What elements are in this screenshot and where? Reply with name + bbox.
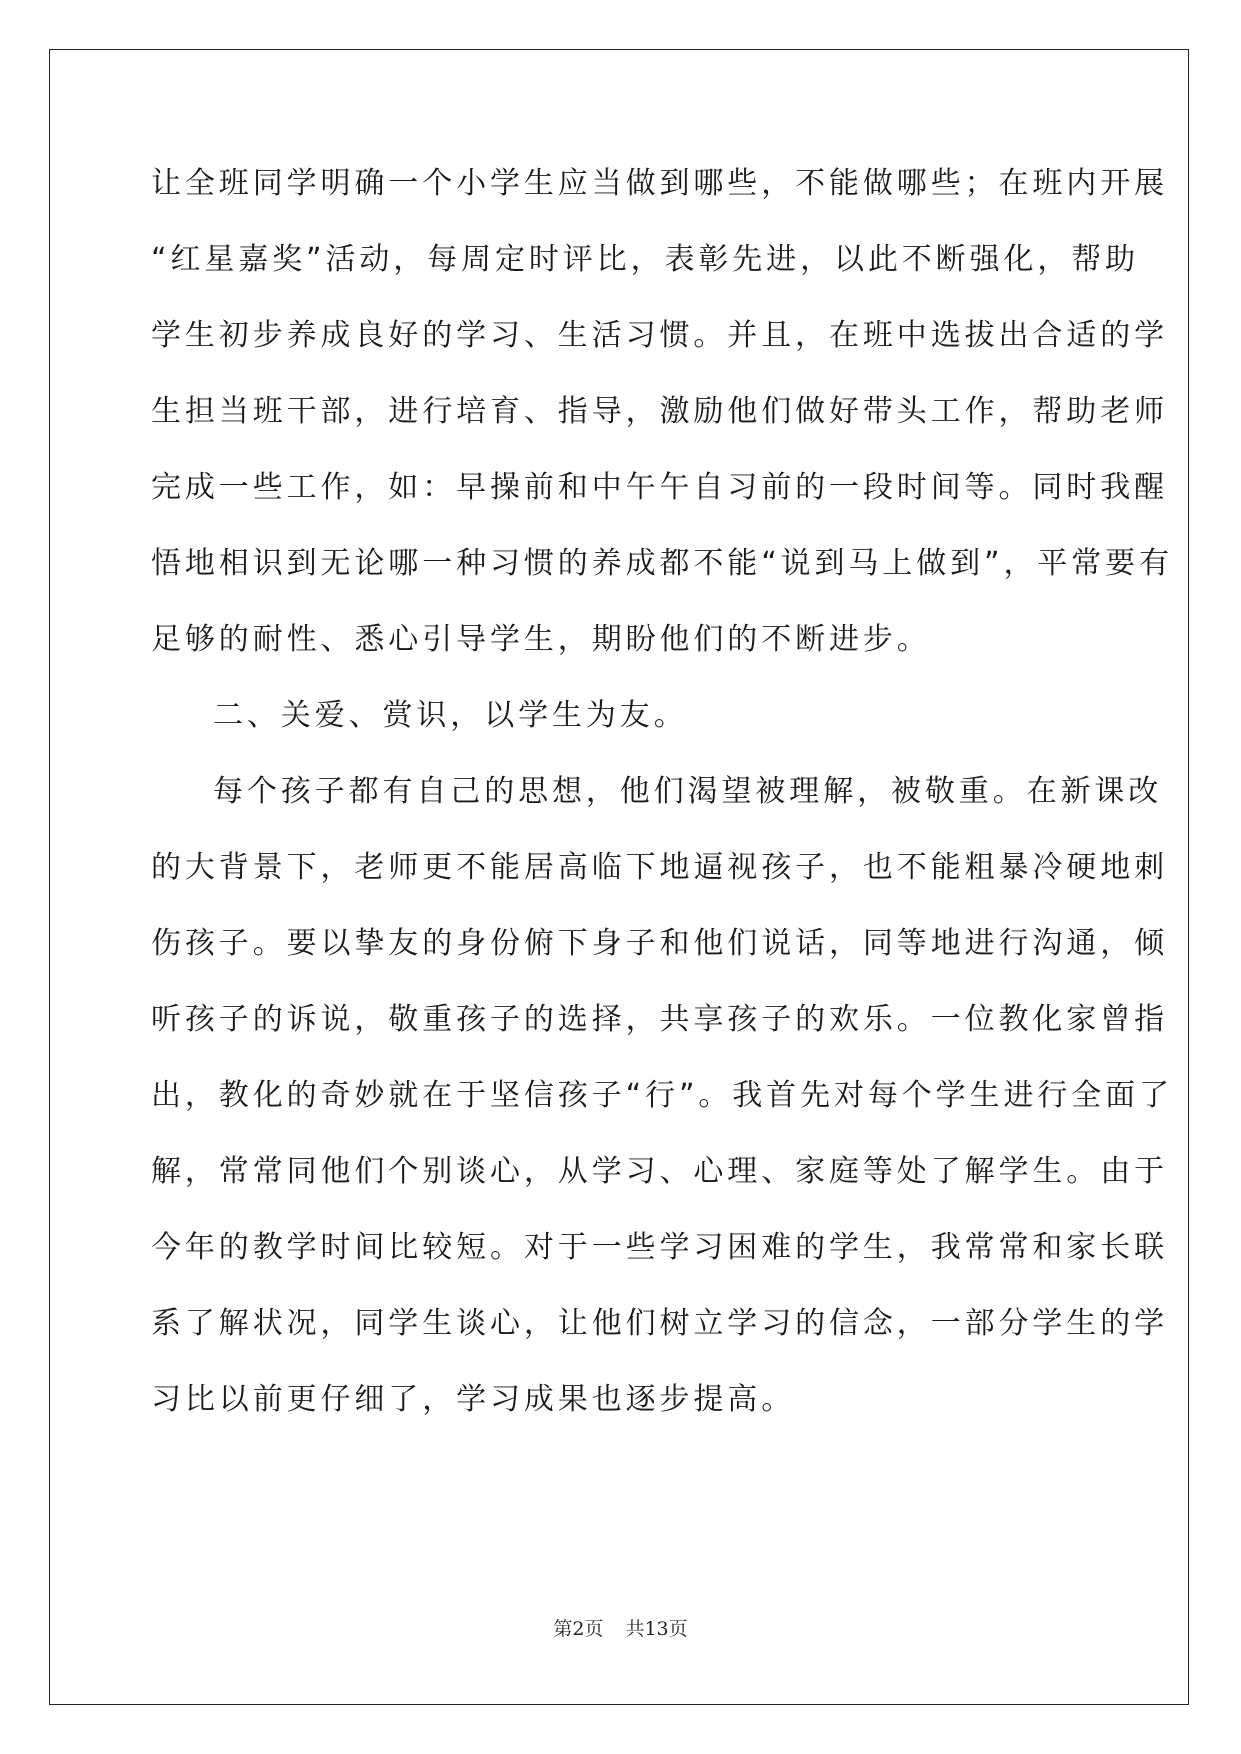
text-line: 今年的教学时间比较短。对于一些学习困难的学生，我常常和家长联	[151, 1230, 1168, 1265]
text-line: 解，常常同他们个别谈心，从学习、心理、家庭等处了解学生。由于	[151, 1154, 1168, 1189]
text-line: 伤孩子。要以挚友的身份俯下身子和他们说话，同等地进行沟通，倾	[151, 926, 1168, 961]
page-number-total: 共13页	[625, 1618, 688, 1640]
text-line: 习比以前更仔细了，学习成果也逐步提高。	[151, 1382, 796, 1417]
page-footer	[0, 1617, 1241, 1641]
text-line: 学生初步养成良好的学习、生活习惯。并且，在班中选拔出合适的学	[151, 318, 1168, 353]
text-line: 出，教化的奇妙就在于坚信孩子“行”。我首先对每个学生进行全面了	[151, 1078, 1173, 1113]
text-line: 让全班同学明确一个小学生应当做到哪些，不能做哪些；在班内开展	[151, 166, 1168, 201]
text-line: 足够的耐性、悉心引导学生，期盼他们的不断进步。	[151, 622, 931, 657]
section-heading: 二、关爱、赏识，以学生为友。	[213, 698, 688, 733]
text-line: 生担当班干部，进行培育、指导，激励他们做好带头工作，帮助老师	[151, 394, 1168, 429]
page-number-current: 第2页	[553, 1618, 604, 1640]
text-line: 听孩子的诉说，敬重孩子的选择，共享孩子的欢乐。一位教化家曾指	[151, 1002, 1168, 1037]
text-line: 的大背景下，老师更不能居高临下地逼视孩子，也不能粗暴冷硬地刺	[151, 850, 1168, 885]
text-line: 悟地相识到无论哪一种习惯的养成都不能“说到马上做到”，平常要有	[151, 546, 1173, 581]
paragraph-first-line: 每个孩子都有自己的思想，他们渴望被理解，被敬重。在新课改	[213, 774, 1163, 809]
text-line: 完成一些工作，如：早操前和中午午自习前的一段时间等。同时我醒	[151, 470, 1168, 505]
text-line: 系了解状况，同学生谈心，让他们树立学习的信念，一部分学生的学	[151, 1306, 1168, 1341]
text-line: “红星嘉奖”活动，每周定时评比，表彰先进，以此不断强化，帮助	[151, 242, 1140, 277]
